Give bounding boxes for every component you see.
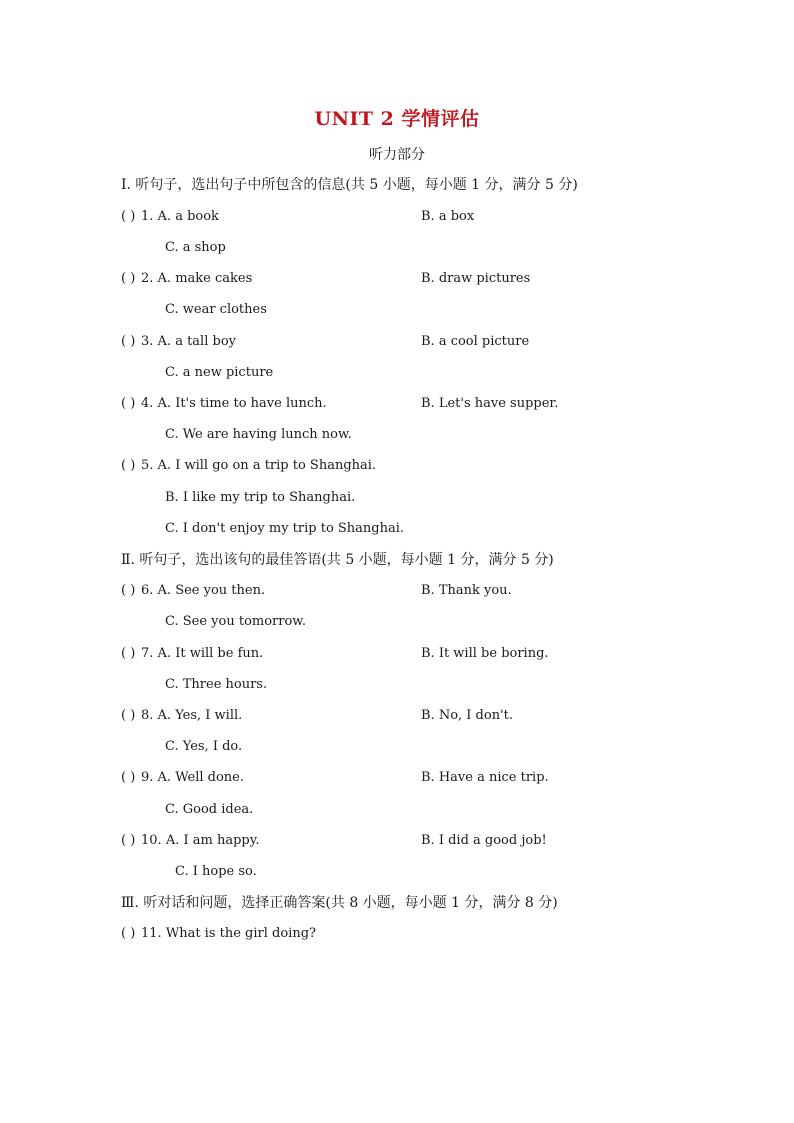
question-1-row (121, 208, 475, 226)
option-c: C. a new picture (165, 365, 274, 380)
option-c: C. See you tomorrow. (165, 614, 307, 629)
option-b: B. No, I don't. (421, 708, 514, 723)
question-number: 9. (141, 770, 154, 785)
answer-blank[interactable]: ( ) (121, 770, 136, 785)
answer-blank[interactable]: ( ) (121, 926, 136, 941)
answer-blank[interactable]: ( ) (121, 708, 136, 723)
question-number: 10. (141, 833, 162, 848)
option-a: A. See you then. (157, 583, 266, 598)
answer-blank[interactable]: ( ) (121, 209, 136, 224)
option-b: B. draw pictures (421, 271, 531, 286)
section-subtitle: 听力部分 (369, 147, 425, 163)
option-c: C. a shop (165, 240, 226, 255)
option-b: B. It will be boring. (421, 646, 549, 661)
option-c: C. We are having lunch now. (165, 427, 352, 442)
question-4-row (121, 395, 559, 413)
option-b: B. Let's have supper. (421, 396, 559, 411)
question-8-row (121, 707, 514, 725)
option-a: A. a tall boy (157, 334, 236, 349)
option-a: A. a book (157, 209, 219, 224)
answer-blank[interactable]: ( ) (121, 334, 136, 349)
option-a: A. It will be fun. (157, 646, 264, 661)
option-b: B. a box (421, 209, 475, 224)
question-number: 7. (141, 646, 154, 661)
question-9-row (121, 769, 549, 787)
option-a: A. make cakes (157, 271, 253, 286)
question-number: 4. (141, 396, 154, 411)
option-c: C. I hope so. (175, 864, 257, 879)
question-number: 5. (141, 458, 154, 473)
option-b: B. Have a nice trip. (421, 770, 549, 785)
page-title: UNIT 2 学情评估 (314, 108, 480, 130)
question-10-row (121, 832, 547, 850)
option-a: A. It's time to have lunch. (157, 396, 327, 411)
question-text: What is the girl doing? (165, 926, 317, 941)
option-b: B. I did a good job! (421, 833, 547, 848)
question-7-row (121, 645, 549, 663)
answer-blank[interactable]: ( ) (121, 583, 136, 598)
question-2-row (121, 270, 531, 288)
answer-blank[interactable]: ( ) (121, 458, 136, 473)
option-a: A. I will go on a trip to Shanghai. (157, 458, 377, 473)
option-a: A. I am happy. (165, 833, 260, 848)
option-c: C. Good idea. (165, 802, 254, 817)
section-heading-2: Ⅱ. 听句子，选出该句的最佳答语(共 5 小题，每小题 1 分，满分 5 分) (121, 552, 554, 568)
section-heading-1: Ⅰ. 听句子，选出句子中所包含的信息(共 5 小题，每小题 1 分，满分 5 分) (121, 177, 578, 193)
answer-blank[interactable]: ( ) (121, 271, 136, 286)
question-number: 8. (141, 708, 154, 723)
answer-blank[interactable]: ( ) (121, 646, 136, 661)
option-b: B. Thank you. (421, 583, 512, 598)
question-3-row (121, 333, 530, 351)
section-heading-3: Ⅲ. 听对话和问题，选择正确答案(共 8 小题，每小题 1 分，满分 8 分) (121, 895, 558, 911)
question-11-row (121, 925, 316, 943)
option-c: C. wear clothes (165, 302, 267, 317)
option-b: B. a cool picture (421, 334, 530, 349)
question-number: 1. (141, 209, 154, 224)
question-number: 3. (141, 334, 154, 349)
option-a: A. Well done. (157, 770, 244, 785)
answer-blank[interactable]: ( ) (121, 833, 136, 848)
option-c: C. Yes, I do. (165, 739, 243, 754)
option-c: C. I don't enjoy my trip to Shanghai. (165, 521, 405, 536)
option-b: B. I like my trip to Shanghai. (165, 490, 356, 505)
answer-blank[interactable]: ( ) (121, 396, 136, 411)
option-a: A. Yes, I will. (157, 708, 243, 723)
question-6-row (121, 582, 512, 600)
question-number: 11. (141, 926, 162, 941)
question-5-row (121, 457, 376, 475)
option-c: C. Three hours. (165, 677, 268, 692)
question-number: 2. (141, 271, 154, 286)
question-number: 6. (141, 583, 154, 598)
